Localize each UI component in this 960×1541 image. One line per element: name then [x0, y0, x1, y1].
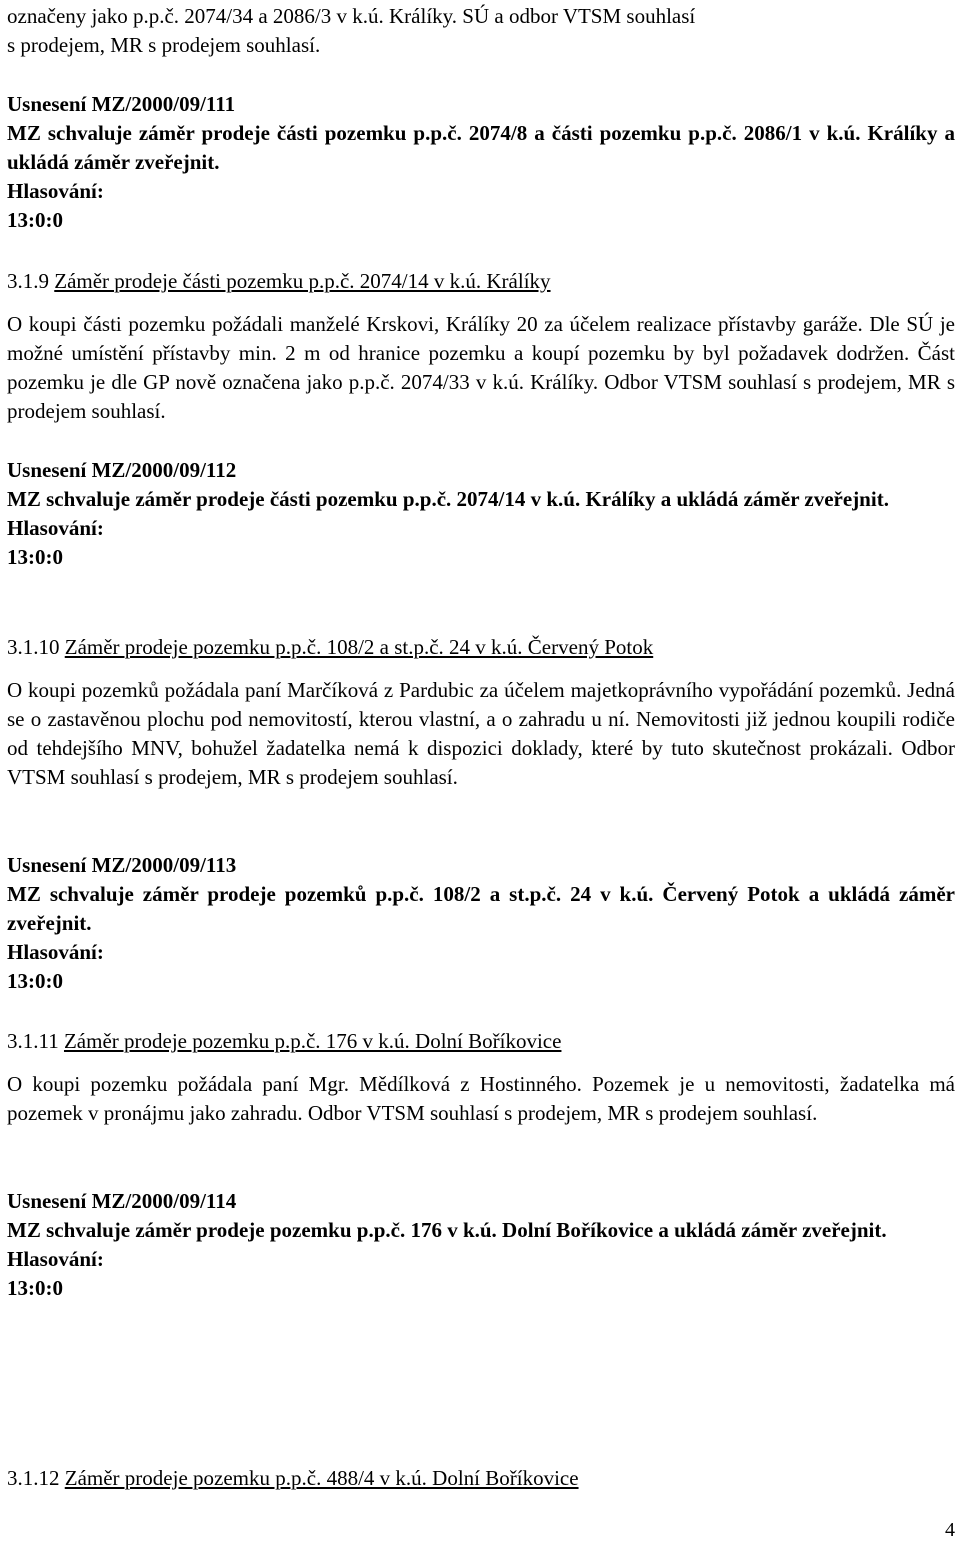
section-number: 3.1.12: [7, 1466, 60, 1490]
section-body-3-1-11: O koupi pozemku požádala paní Mgr. Mědílková z Hostinného. Pozemek je u nemovitosti, žadatelka má pozemek v pronájmu jako zahradu. Odbor VTSM souhlasí s prodejem, MR s prodejem souhlasí.: [7, 1072, 955, 1125]
resolution-number: Usnesení MZ/2000/09/114: [7, 1189, 237, 1213]
section-heading-3-1-11: [7, 1027, 955, 1056]
section-title: Záměr prodeje části pozemku p.p.č. 2074/14 v k.ú. Králíky: [54, 269, 551, 293]
vote-label: Hlasování:: [7, 1247, 104, 1271]
intro-paragraph: [7, 2, 955, 60]
vote-result: 13:0:0: [7, 545, 63, 569]
resolution-text: MZ schvaluje záměr prodeje pozemků p.p.č. 108/2 a st.p.č. 24 v k.ú. Červený Potok a ukládá záměr zveřejnit.: [7, 882, 955, 935]
vote-result: 13:0:0: [7, 208, 63, 232]
section-heading-3-1-12: [7, 1464, 955, 1493]
vote-result: 13:0:0: [7, 1276, 63, 1300]
section-title: Záměr prodeje pozemku p.p.č. 108/2 a st.p.č. 24 v k.ú. Červený Potok: [64, 635, 654, 659]
intro-line-1: označeny jako p.p.č. 2074/34 a 2086/3 v k.ú. Králíky. SÚ a odbor VTSM souhlasí: [7, 4, 696, 28]
resolution-111: [7, 90, 955, 235]
section-body-3-1-9: O koupi části pozemku požádali manželé Krskovi, Králíky 20 za účelem realizace přístavby garáže. Dle SÚ je možné umístění přístavby min. 2 m od hranice pozemku a koupí pozemku by byl požadavek dodržen. Část pozemku je dle GP nově označena jako p.p.č. 2074/33 v k.ú. Králíky. Odbor VTSM souhlasí s prodejem, MR s prodejem souhlasí.: [7, 312, 955, 423]
resolution-text: MZ schvaluje záměr prodeje části pozemku p.p.č. 2074/8 a části pozemku p.p.č. 2086/1 v k.ú. Králíky a ukládá záměr zveřejnit.: [7, 121, 955, 174]
section-number: 3.1.9: [7, 269, 49, 293]
resolution-number: Usnesení MZ/2000/09/113: [7, 853, 237, 877]
section-title: Záměr prodeje pozemku p.p.č. 488/4 v k.ú. Dolní Boříkovice: [64, 1466, 579, 1490]
section-title: Záměr prodeje pozemku p.p.č. 176 v k.ú. Dolní Boříkovice: [63, 1029, 562, 1053]
resolution-112: [7, 456, 955, 572]
resolution-113: [7, 851, 955, 996]
vote-label: Hlasování:: [7, 940, 104, 964]
resolution-text: MZ schvaluje záměr prodeje části pozemku p.p.č. 2074/14 v k.ú. Králíky a ukládá záměr zveřejnit.: [7, 487, 889, 511]
resolution-number: Usnesení MZ/2000/09/112: [7, 458, 237, 482]
page-number: 4: [945, 1519, 955, 1541]
section-number: 3.1.10: [7, 635, 60, 659]
resolution-114: [7, 1187, 955, 1303]
resolution-number: Usnesení MZ/2000/09/111: [7, 92, 236, 116]
section-heading-3-1-9: [7, 267, 955, 296]
vote-label: Hlasování:: [7, 179, 104, 203]
section-number: 3.1.11: [7, 1029, 59, 1053]
vote-result: 13:0:0: [7, 969, 63, 993]
section-heading-3-1-10: [7, 633, 955, 662]
resolution-text: MZ schvaluje záměr prodeje pozemku p.p.č. 176 v k.ú. Dolní Boříkovice a ukládá záměr zveřejnit.: [7, 1218, 887, 1242]
section-body-3-1-10: O koupi pozemků požádala paní Marčíková z Pardubic za účelem majetkoprávního vypořádání pozemků. Jedná se o zastavěnou plochu pod nemovitostí, kterou vlastní, a o zahradu u ní. Nemovitosti již jednou koupili rodiče od tehdejšího MNV, bohužel žadatelka nemá k dispozici doklady, které by tuto skutečnost prokázali. Odbor VTSM souhlasí s prodejem, MR s prodejem souhlasí.: [7, 678, 955, 789]
intro-line-2: s prodejem, MR s prodejem souhlasí.: [7, 33, 321, 57]
vote-label: Hlasování:: [7, 516, 104, 540]
